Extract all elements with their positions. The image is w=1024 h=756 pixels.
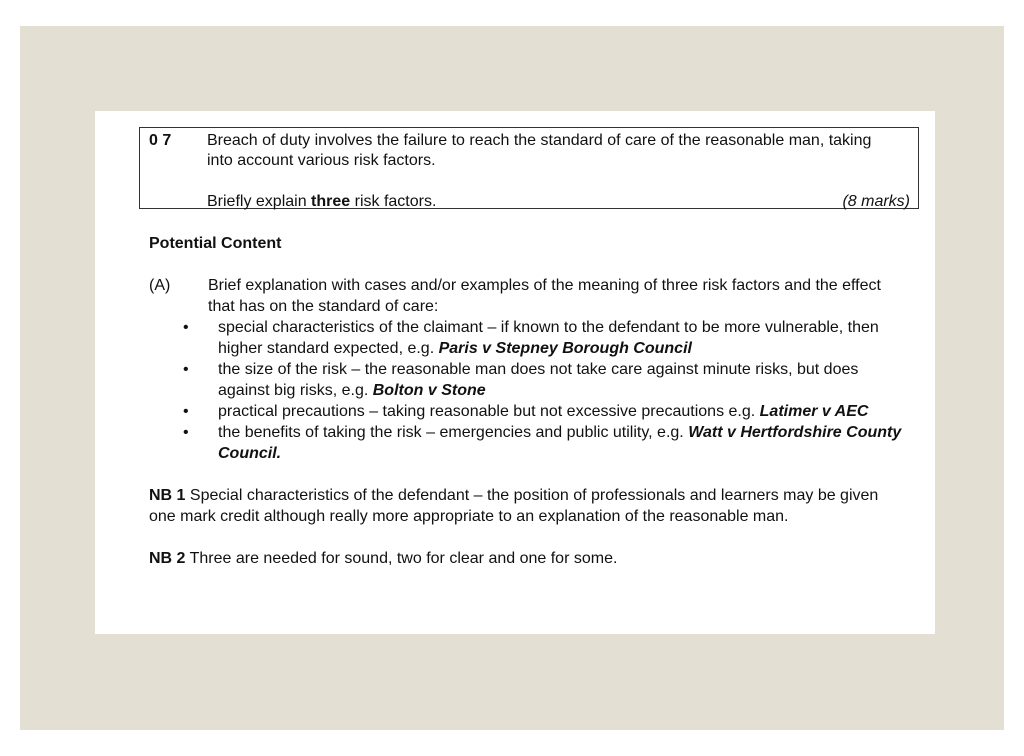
list-item [183,317,909,359]
part-a [149,275,909,317]
bullet-text: practical precautions – taking reasonable but not excessive precautions e.g. [218,403,760,420]
risk-factor-list [149,317,909,464]
note-2-label: NB 2 [149,550,186,567]
bullet-text: the size of the risk – the reasonable man does not take care against minute risks, but does against big risks, e.g. [218,361,859,399]
note-2 [149,548,909,569]
bullet-icon: • [183,403,189,420]
section-heading: Potential Content [149,235,282,252]
part-intro: Brief explanation with cases and/or examples of the meaning of three risk factors and the effect that has on the standard of care: [208,277,881,315]
task-prefix: Briefly explain [207,193,312,210]
case-name: Latimer v AEC [759,403,869,420]
list-item [183,359,909,401]
bullet-text: special characteristics of the claimant – if known to the defendant to be more vulnerable, then higher standard expected, e.g. [218,319,879,357]
part-label: (A) [149,277,171,294]
case-name: Bolton v Stone [372,382,486,399]
question-text: Breach of duty involves the failure to reach the standard of care of the reasonable man, taking into account various risk factors. [207,132,872,169]
task-suffix: risk factors. [350,193,437,210]
note-1 [149,485,909,527]
bullet-text: the benefits of taking the risk – emergencies and public utility, e.g. [218,424,689,441]
note-1-label: NB 1 [149,487,186,504]
list-item [183,422,909,464]
mark-scheme-page [95,111,935,634]
bullet-icon: • [183,319,189,336]
note-1-text: Special characteristics of the defendant – the position of professionals and learners may be given one mark credit although really more appropriate to an explanation of the reasonable man. [149,487,879,525]
question-number: 0 7 [149,132,172,149]
list-item [183,401,909,422]
bullet-icon: • [183,361,189,378]
task-emphasis: three [311,193,351,210]
note-2-text: Three are needed for sound, two for clear and one for some. [185,550,618,567]
question-box [139,127,919,209]
case-name: Watt v Hertfordshire County Council. [218,424,902,462]
potential-content [149,233,909,569]
bullet-icon: • [183,424,189,441]
question-marks: (8 marks) [842,193,910,210]
question-task [207,192,436,212]
case-name: Paris v Stepney Borough Council [438,340,692,357]
